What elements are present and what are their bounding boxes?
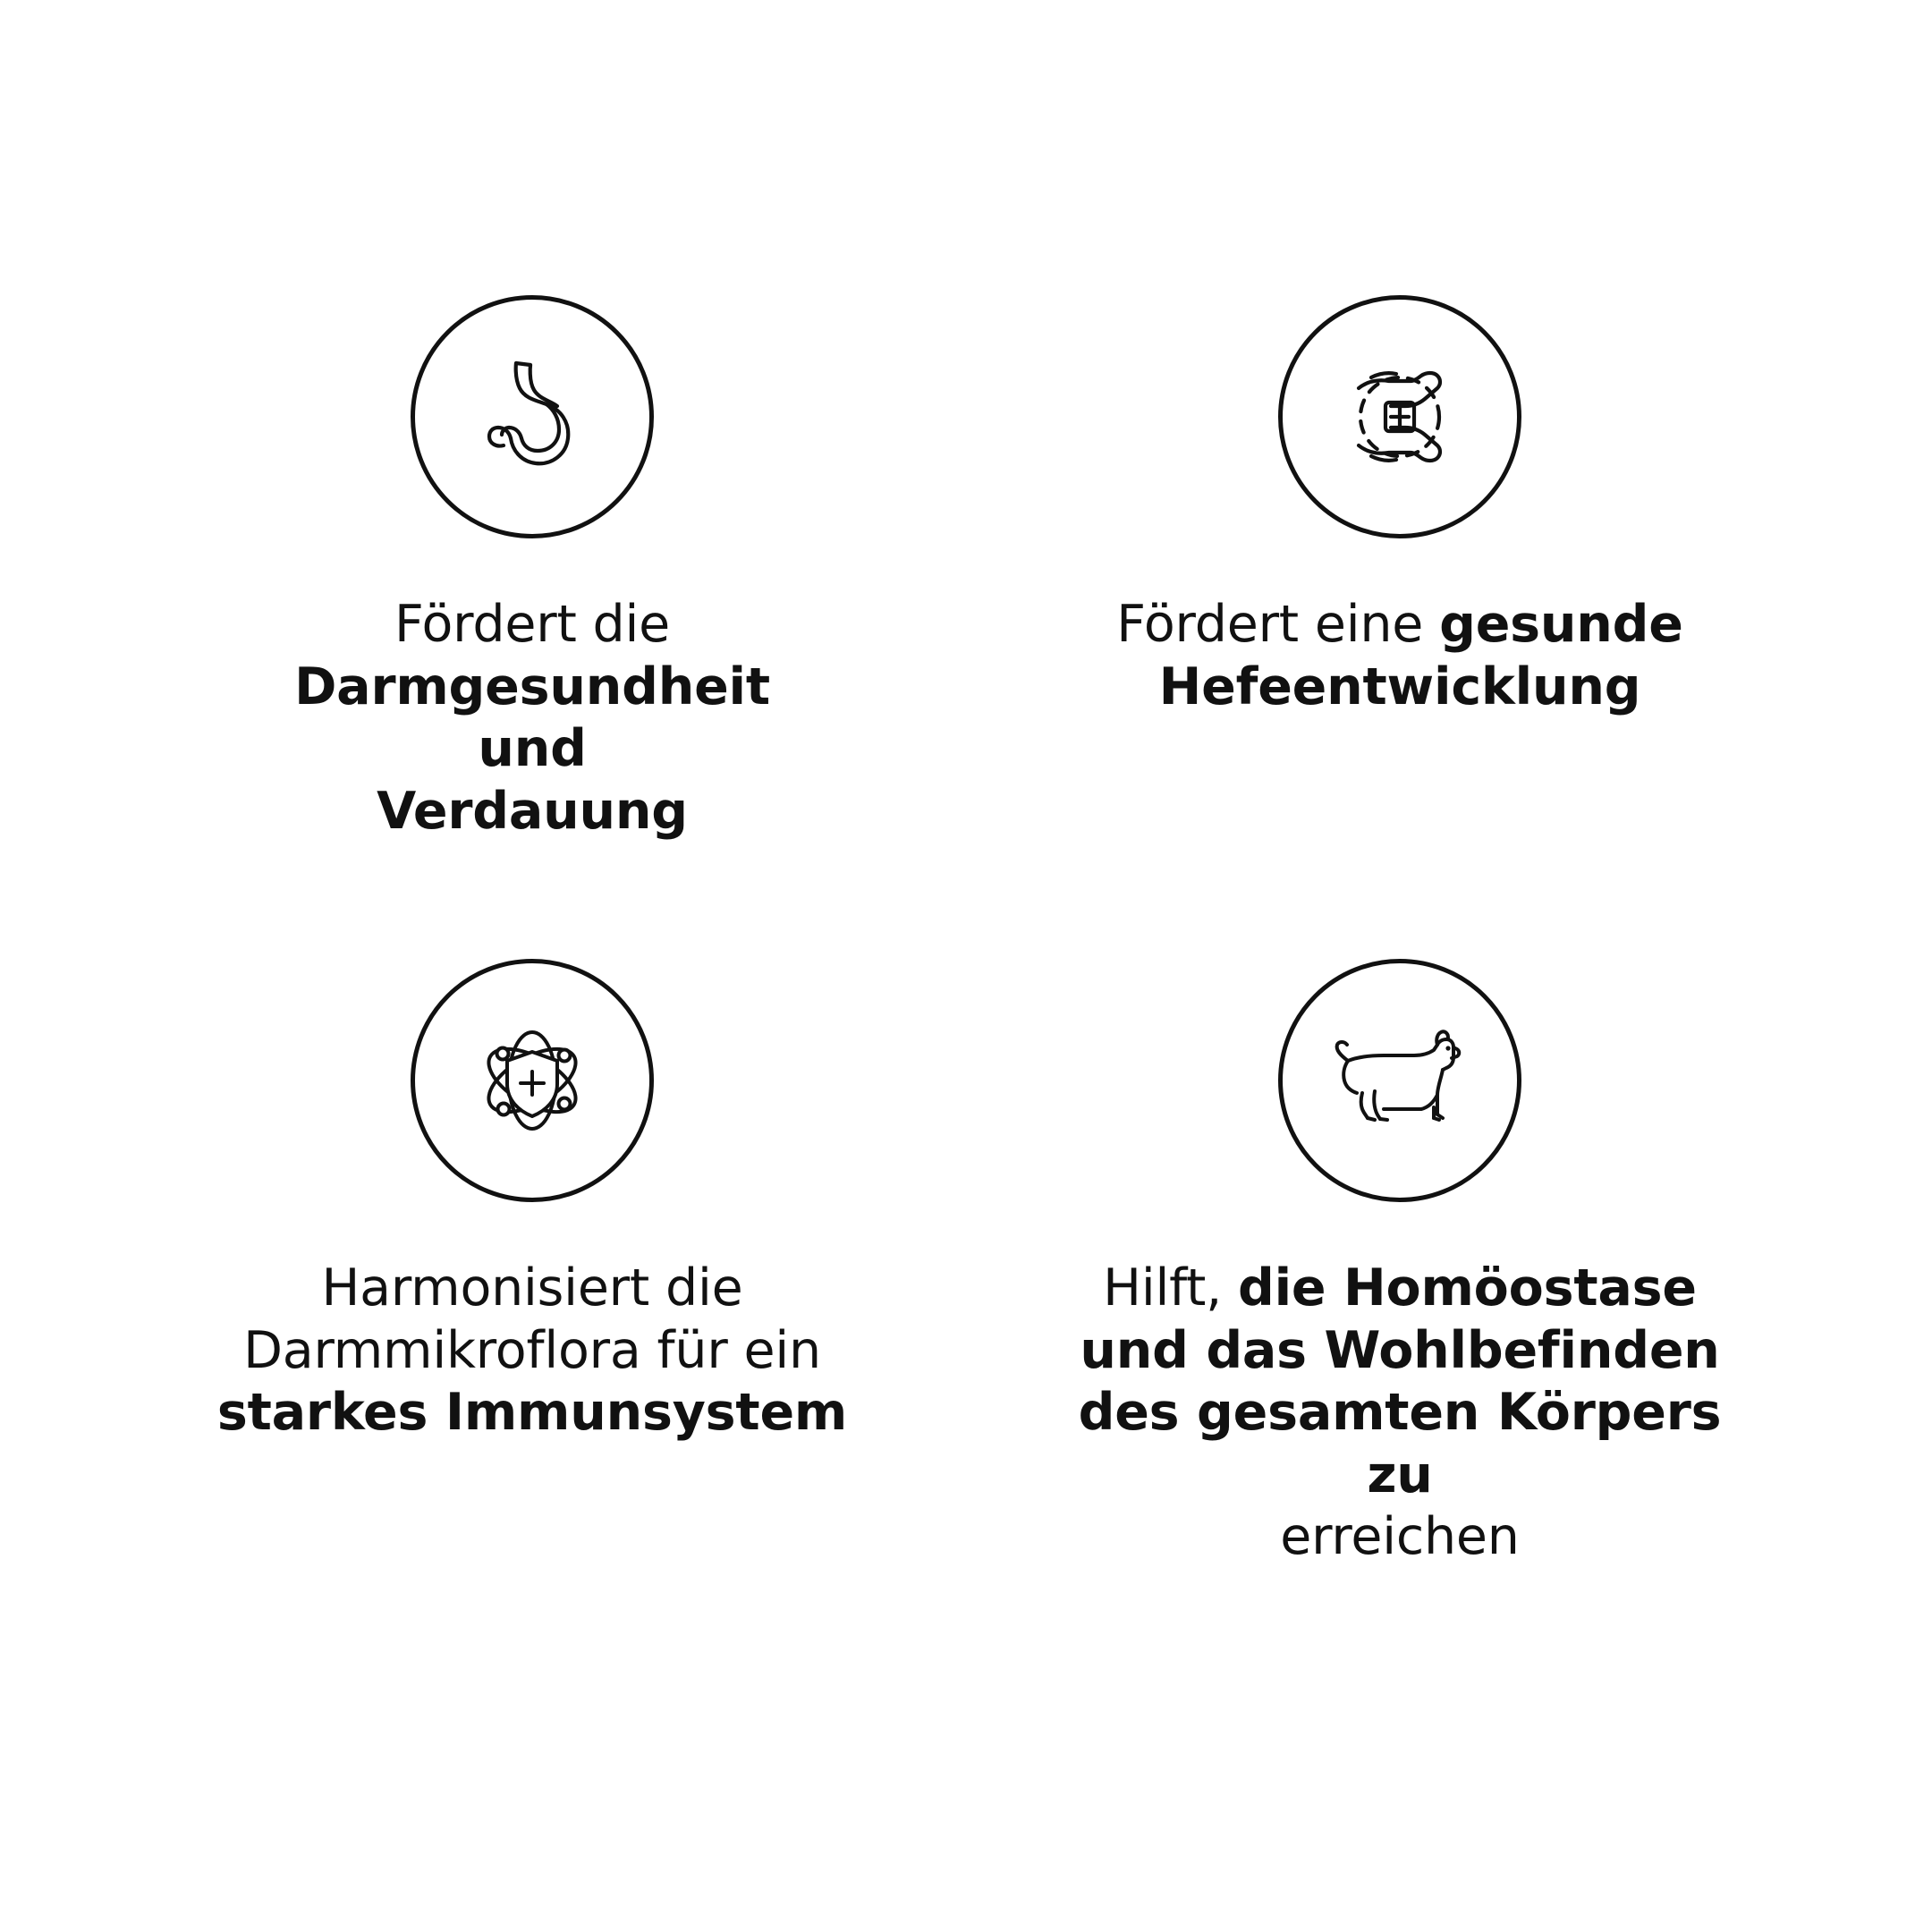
hands-holding-medical-cross-icon <box>1278 295 1521 538</box>
caption-line: Fördert eine <box>1116 595 1440 654</box>
caption-line-bold: und das Wohlbefinden <box>1080 1320 1720 1380</box>
benefit-item-homeostasis <box>993 959 1807 1569</box>
benefit-item-immune-system <box>125 959 939 1569</box>
caption-line: erreichen <box>1280 1507 1520 1567</box>
caption-line: Darmmikroflora für ein <box>243 1320 821 1380</box>
caption-line-bold: Hefeentwicklung <box>1158 657 1641 716</box>
benefit-item-yeast-development <box>993 295 1807 843</box>
benefit-caption <box>1116 594 1682 718</box>
caption-line-bold: des gesamten Körpers zu <box>1078 1383 1722 1504</box>
stomach-icon <box>411 295 654 538</box>
benefit-caption <box>217 1258 847 1445</box>
benefit-item-gut-health <box>125 295 939 843</box>
caption-line-bold: Darmgesundheit und <box>294 657 770 779</box>
caption-line: Harmonisiert die <box>321 1258 743 1318</box>
benefit-caption <box>237 594 827 843</box>
caption-line-bold: die Homöostase <box>1237 1258 1697 1318</box>
caption-line-bold: gesunde <box>1439 595 1683 654</box>
caption-line: Hilft, <box>1103 1258 1238 1318</box>
atom-shield-immunity-icon <box>411 959 654 1202</box>
caption-line-bold: Verdauung <box>377 781 688 841</box>
dog-icon <box>1278 959 1521 1202</box>
caption-line: Fördert die <box>394 595 671 654</box>
benefit-caption <box>1060 1258 1740 1569</box>
benefits-grid <box>125 295 1807 1569</box>
caption-line-bold: starkes Immunsystem <box>216 1383 848 1443</box>
